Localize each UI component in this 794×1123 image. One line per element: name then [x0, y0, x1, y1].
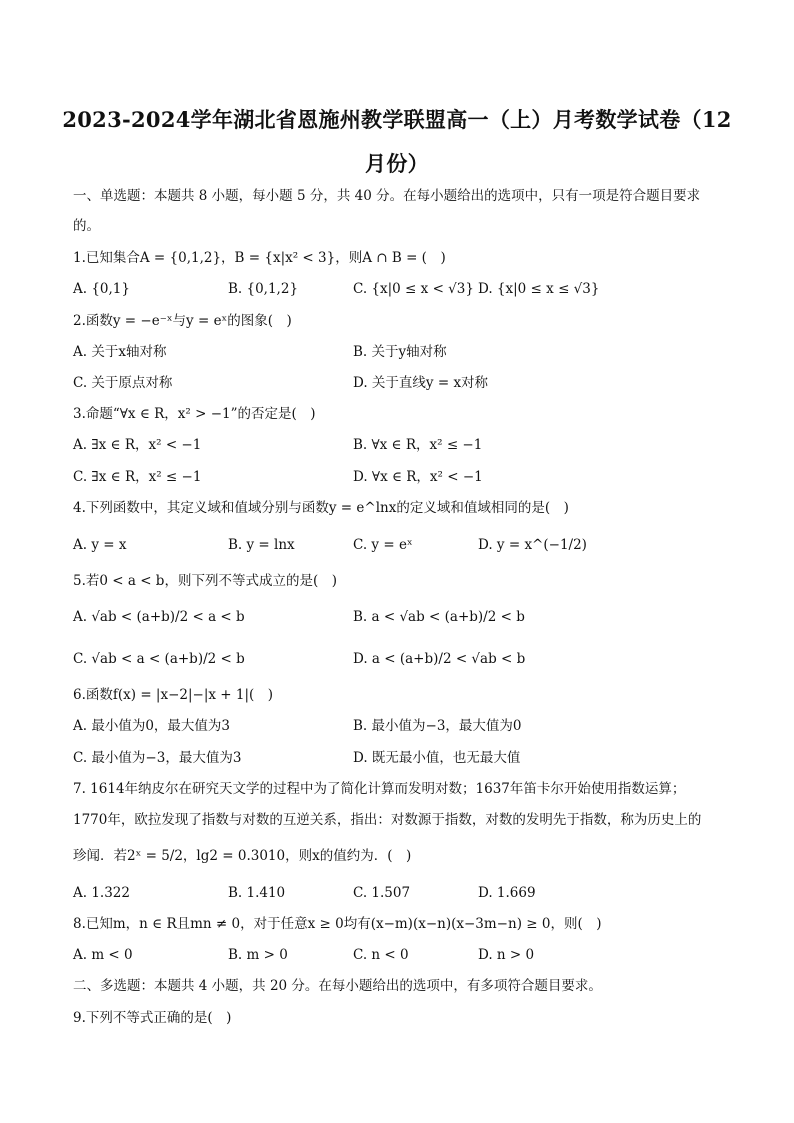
title-line-2: 月份） — [365, 151, 429, 176]
q9-stem: 9.下列不等式正确的是( ) — [73, 1010, 232, 1026]
q1-option-b: B. {0,1,2} — [228, 281, 299, 297]
q2-option-b: B. 关于y轴对称 — [353, 344, 447, 360]
title-line-1: 2023-2024学年湖北省恩施州教学联盟高一（上）月考数学试卷（12 — [62, 107, 732, 132]
q7-option-a: A. 1.322 — [73, 885, 130, 901]
q7-option-c: C. 1.507 — [353, 885, 411, 901]
q8-option-d: D. n > 0 — [478, 947, 535, 963]
q1-option-c: C. {x|0 ≤ x < √3} — [353, 281, 474, 297]
q8-stem: 8.已知m，n ∈ R且mn ≠ 0，对于任意x ≥ 0均有(x−m)(x−n)(x−3m−n) ≥ 0，则( ) — [73, 916, 602, 932]
q6-option-c: C. 最小值为−3，最大值为3 — [73, 750, 242, 766]
q8-option-b: B. m > 0 — [228, 947, 288, 963]
q4-option-a: A. y = x — [73, 537, 127, 553]
q7-stem-line-3: 珍闻．若2ˣ = 5/2，lg2 = 0.3010，则x的值约为．( ) — [73, 848, 412, 864]
q1-option-d: D. {x|0 ≤ x ≤ √3} — [478, 281, 600, 297]
q2-option-a: A. 关于x轴对称 — [73, 344, 167, 360]
q3-stem: 3.命题“∀x ∈ R，x² > −1”的否定是( ) — [73, 406, 316, 422]
q4-stem: 4.下列函数中，其定义域和值域分别与函数y = e^lnx的定义域和值域相同的是( ) — [73, 500, 569, 516]
q8-option-a: A. m < 0 — [73, 947, 133, 963]
q5-option-d: D. a < (a+b)/2 < √ab < b — [353, 651, 526, 667]
q7-stem-line-1: 7. 1614年纳皮尔在研究天文学的过程中为了简化计算而发明对数；1637年笛卡尔开始使用指数运算； — [73, 781, 686, 797]
section-1-heading-cont: 的。 — [73, 218, 100, 234]
q2-option-d: D. 关于直线y = x对称 — [353, 375, 489, 391]
page-title — [60, 98, 734, 186]
q4-option-c: C. y = eˣ — [353, 537, 413, 553]
q1-stem: 1.已知集合A = {0,1,2}，B = {x|x² < 3}，则A ∩ B = ( ) — [73, 250, 446, 266]
section-1-heading: 一、单选题：本题共 8 小题，每小题 5 分，共 40 分。在每小题给出的选项中，只有一项是符合题目要求 — [73, 188, 701, 204]
q3-option-d: D. ∀x ∈ R，x² < −1 — [353, 469, 483, 485]
q7-option-d: D. 1.669 — [478, 885, 536, 901]
q7-stem-line-2: 1770年，欧拉发现了指数与对数的互逆关系，指出：对数源于指数，对数的发明先于指数，称为历史上的 — [73, 812, 702, 828]
q1-option-a: A. {0,1} — [73, 281, 130, 297]
q6-stem: 6.函数f(x) = |x−2|−|x + 1|( ) — [73, 687, 274, 703]
q7-option-b: B. 1.410 — [228, 885, 286, 901]
q2-stem: 2.函数y = −e⁻ˣ与y = eˣ的图象( ) — [73, 313, 292, 329]
q8-option-c: C. n < 0 — [353, 947, 409, 963]
q3-option-b: B. ∀x ∈ R，x² ≤ −1 — [353, 437, 483, 453]
q6-option-a: A. 最小值为0，最大值为3 — [73, 718, 231, 734]
q5-option-b: B. a < √ab < (a+b)/2 < b — [353, 609, 525, 625]
q4-option-b: B. y = lnx — [228, 537, 295, 553]
q3-option-a: A. ∃x ∈ R，x² < −1 — [73, 437, 202, 453]
q6-option-d: D. 既无最小值，也无最大值 — [353, 750, 521, 766]
q6-option-b: B. 最小值为−3，最大值为0 — [353, 718, 522, 734]
q4-option-d: D. y = x^(−1/2) — [478, 537, 587, 553]
q2-option-c: C. 关于原点对称 — [73, 375, 173, 391]
section-2-heading: 二、多选题：本题共 4 小题，共 20 分。在每小题给出的选项中，有多项符合题目要求。 — [73, 978, 602, 994]
q5-option-a: A. √ab < (a+b)/2 < a < b — [73, 609, 245, 625]
q5-option-c: C. √ab < a < (a+b)/2 < b — [73, 651, 245, 667]
q5-stem: 5.若0 < a < b，则下列不等式成立的是( ) — [73, 573, 337, 589]
q3-option-c: C. ∃x ∈ R，x² ≤ −1 — [73, 469, 202, 485]
